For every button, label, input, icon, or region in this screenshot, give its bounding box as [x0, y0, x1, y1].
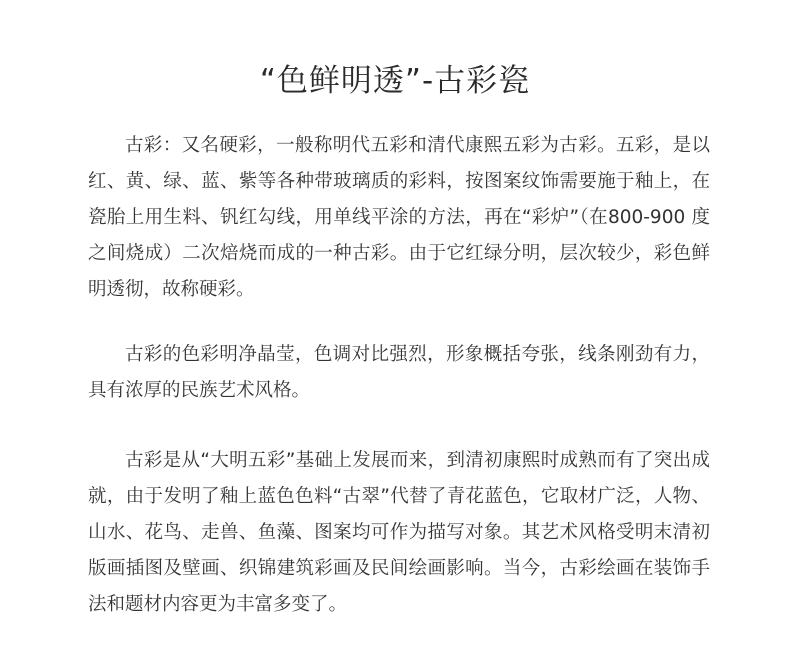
paragraph-history: 古彩是从“大明五彩”基础上发展而来，到清初康熙时成熟而有了突出成就，由于发明了釉上蓝色色料“古翠”代替了青花蓝色，它取材广泛，人物、山水、花鸟、走兽、鱼藻、图案均可作为描写对象。其艺术风格受明末清初版画插图及壁画、织锦建筑彩画及民间绘画影响。当今，古彩绘画在装饰手法和题材内容更为丰富多变了。	[88, 450, 710, 615]
paragraph-style: 古彩的色彩明净晶莹，色调对比强烈，形象概括夸张，线条刚劲有力，具有浓厚的民族艺术风格。	[88, 344, 710, 401]
article-title: “色鲜明透”-古彩瓷	[259, 63, 531, 99]
paragraph-intro: 古彩：又名硬彩，一般称明代五彩和清代康熙五彩为古彩。五彩，是以红、黄、绿、蓝、紫等各种带玻璃质的彩料，按图案纹饰需要施于釉上，在瓷胎上用生料、钒红勾线，用单线平涂的方法，再在“彩炉”（在800-900 度之间烧成）二次焙烧而成的一种古彩。由于它红绿分明，层次较少，彩色鲜明透彻，故称硬彩。	[88, 135, 710, 300]
